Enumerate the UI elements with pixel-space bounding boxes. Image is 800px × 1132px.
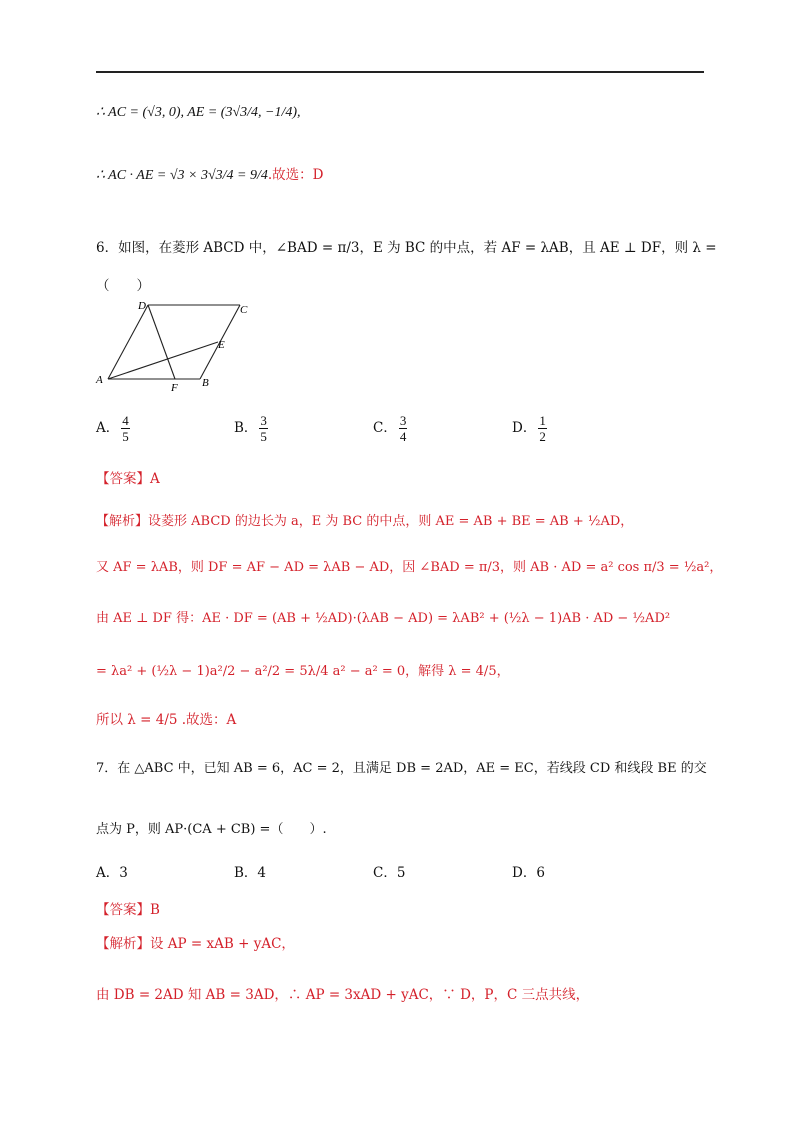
label-d: D <box>138 300 146 312</box>
label-f: F <box>171 382 178 394</box>
option-label: C． <box>373 865 397 881</box>
q7-solution-2: 由 DB = 2AD 知 AB = 3AD，∴ AP = 3xAD + yAC，∵ D，P，C 三点共线， <box>96 987 590 1003</box>
option-num: 3 <box>399 413 407 428</box>
q6-solution-3: 由 AE ⊥ DF 得：AE · DF = (AB + ½AD)·(λAB − AD) = λAB² + (½λ − 1)AB · AD − ½AD² <box>96 611 671 626</box>
q6-solution-4: = λa² + (½λ − 1)a²/2 − a²/2 = 5λ/4 a² − a² = 0，解得 λ = 4/5， <box>96 664 510 679</box>
q6-option-d <box>512 413 549 444</box>
q5-line-2 <box>96 163 324 184</box>
option-den: 5 <box>260 429 267 444</box>
q5-line-2-math: ∴ AC · AE = √3 × 3√3/4 = 9/4 <box>96 168 268 183</box>
option-den: 5 <box>122 429 129 444</box>
option-num: 1 <box>539 413 546 428</box>
q6-solution-5: 所以 λ = 4/5 .故选：A <box>96 712 237 728</box>
option-num: 4 <box>122 413 129 428</box>
option-value: 5 <box>396 865 406 881</box>
label-b: B <box>202 377 209 389</box>
q5-choose: .故选：D <box>267 167 324 183</box>
option-label: C． <box>373 420 397 436</box>
q7-solution-1: 【解析】设 AP = xAB + yAC， <box>96 936 295 952</box>
label-a: A <box>96 374 103 386</box>
q6-stem: 6．如图，在菱形 ABCD 中，∠BAD = π/3，E 为 BC 的中点，若 AF = λAB，且 AE ⊥ DF，则 λ = <box>96 240 717 256</box>
q6-option-c <box>373 413 409 444</box>
q7-stem-2: 点为 P，则 AP·(CA + CB) =（ ）. <box>96 822 327 837</box>
option-den: 4 <box>399 429 407 444</box>
q7-option-d <box>512 861 545 881</box>
option-label: A． <box>96 865 120 881</box>
option-label: D． <box>512 865 537 881</box>
option-label: D． <box>512 420 537 436</box>
q7-answer: 【答案】B <box>96 902 160 918</box>
option-den: 2 <box>539 429 546 444</box>
label-e: E <box>218 339 225 351</box>
option-label: A． <box>96 420 120 436</box>
q7-option-a <box>96 861 128 881</box>
q6-paren: （ ） <box>96 278 150 294</box>
q6-solution-1: 【解析】设菱形 ABCD 的边长为 a，E 为 BC 的中点，则 AE = AB + BE = AB + ½AD， <box>96 514 634 529</box>
rhombus-figure <box>90 295 260 395</box>
label-c: C <box>240 304 248 316</box>
q6-answer: 【答案】A <box>96 471 160 487</box>
option-value: 6 <box>536 865 545 881</box>
q6-solution-2: 又 AF = λAB，则 DF = AF − AD = λAB − AD，因 ∠BAD = π/3，则 AB · AD = a² cos π/3 = ½a²， <box>96 560 723 575</box>
option-value: 3 <box>119 865 128 881</box>
option-label: B． <box>234 865 258 881</box>
option-num: 3 <box>260 413 267 428</box>
q5-line-1: ∴ AC = (√3, 0), AE = (3√3/4, −1/4), <box>96 105 301 120</box>
q7-stem-1: 7．在 △ABC 中，已知 AB = 6，AC = 2，且满足 DB = 2AD，AE = EC，若线段 CD 和线段 BE 的交 <box>96 761 707 776</box>
option-label: B． <box>234 420 258 436</box>
option-value: 4 <box>257 865 267 881</box>
q7-option-b <box>234 861 266 881</box>
segment-df <box>148 305 175 379</box>
q6-option-b <box>234 413 270 444</box>
q7-option-c <box>373 861 405 881</box>
header-rule <box>96 71 704 73</box>
q6-option-a <box>96 413 132 444</box>
